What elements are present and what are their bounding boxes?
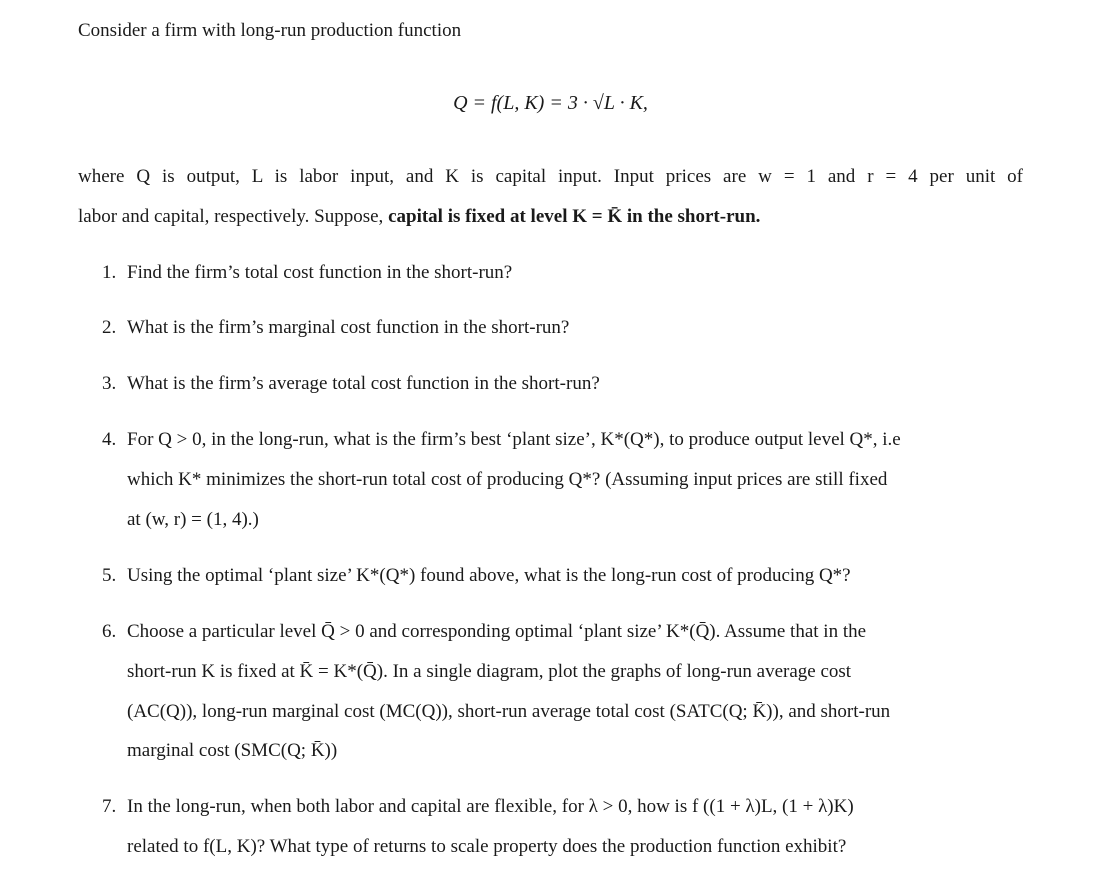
production-function-equation: Q = f(L, K) = 3 · √L · K,: [453, 92, 648, 114]
question-number: 6.: [102, 621, 117, 642]
question-number: 7.: [102, 796, 117, 817]
question-number: 3.: [102, 373, 117, 394]
question-text: Find the firm’s total cost function in the short-run?: [127, 262, 513, 283]
question-text-line-1: In the long-run, when both labor and capital are flexible, for λ > 0, how is f ((1 + λ)L, (1 + λ)K): [127, 796, 854, 817]
question-text-line-2: related to f(L, K)? What type of returns to scale property does the production function exhibit?: [127, 836, 847, 857]
question-text: What is the firm’s average total cost function in the short-run?: [127, 373, 600, 394]
question-text-line-1: Choose a particular level Q̄ > 0 and corresponding optimal ‘plant size’ K*(Q̄). Assume that in the: [127, 621, 867, 642]
where-line-2: [78, 197, 760, 237]
question-text: What is the firm’s marginal cost function in the short-run?: [127, 317, 570, 338]
question-text: Using the optimal ‘plant size’ K*(Q*) found above, what is the long-run cost of producing Q*?: [127, 565, 851, 586]
where-line-1: where Q is output, L is labor input, and K is capital input. Input prices are w = 1 and r = 4 per unit of: [78, 166, 1023, 187]
question-text-line-3: (AC(Q)), long-run marginal cost (MC(Q)), short-run average total cost (SATC(Q; K̄)), and short-run: [127, 701, 891, 722]
intro-text: Consider a firm with long-run production function: [78, 20, 462, 41]
question-text-line-2: which K* minimizes the short-run total cost of producing Q*? (Assuming input prices are still fixed: [127, 469, 888, 490]
question-number: 1.: [102, 262, 117, 283]
question-number: 5.: [102, 565, 117, 586]
question-text-line-1: For Q > 0, in the long-run, what is the firm’s best ‘plant size’, K*(Q*), to produce output level Q*, i.e: [127, 429, 901, 450]
where-line-2-plain: labor and capital, respectively. Suppose,: [78, 206, 389, 227]
question-number: 2.: [102, 317, 117, 338]
question-text-line-2: short-run K is fixed at K̄ = K*(Q̄). In a single diagram, plot the graphs of long-run average cost: [127, 661, 852, 682]
question-number: 4.: [102, 429, 117, 450]
where-line-2-bold: capital is fixed at level K = K̄ in the short-run.: [388, 206, 761, 227]
question-text-line-4: marginal cost (SMC(Q; K̄)): [127, 740, 338, 761]
question-text-line-3: at (w, r) = (1, 4).): [127, 509, 259, 530]
